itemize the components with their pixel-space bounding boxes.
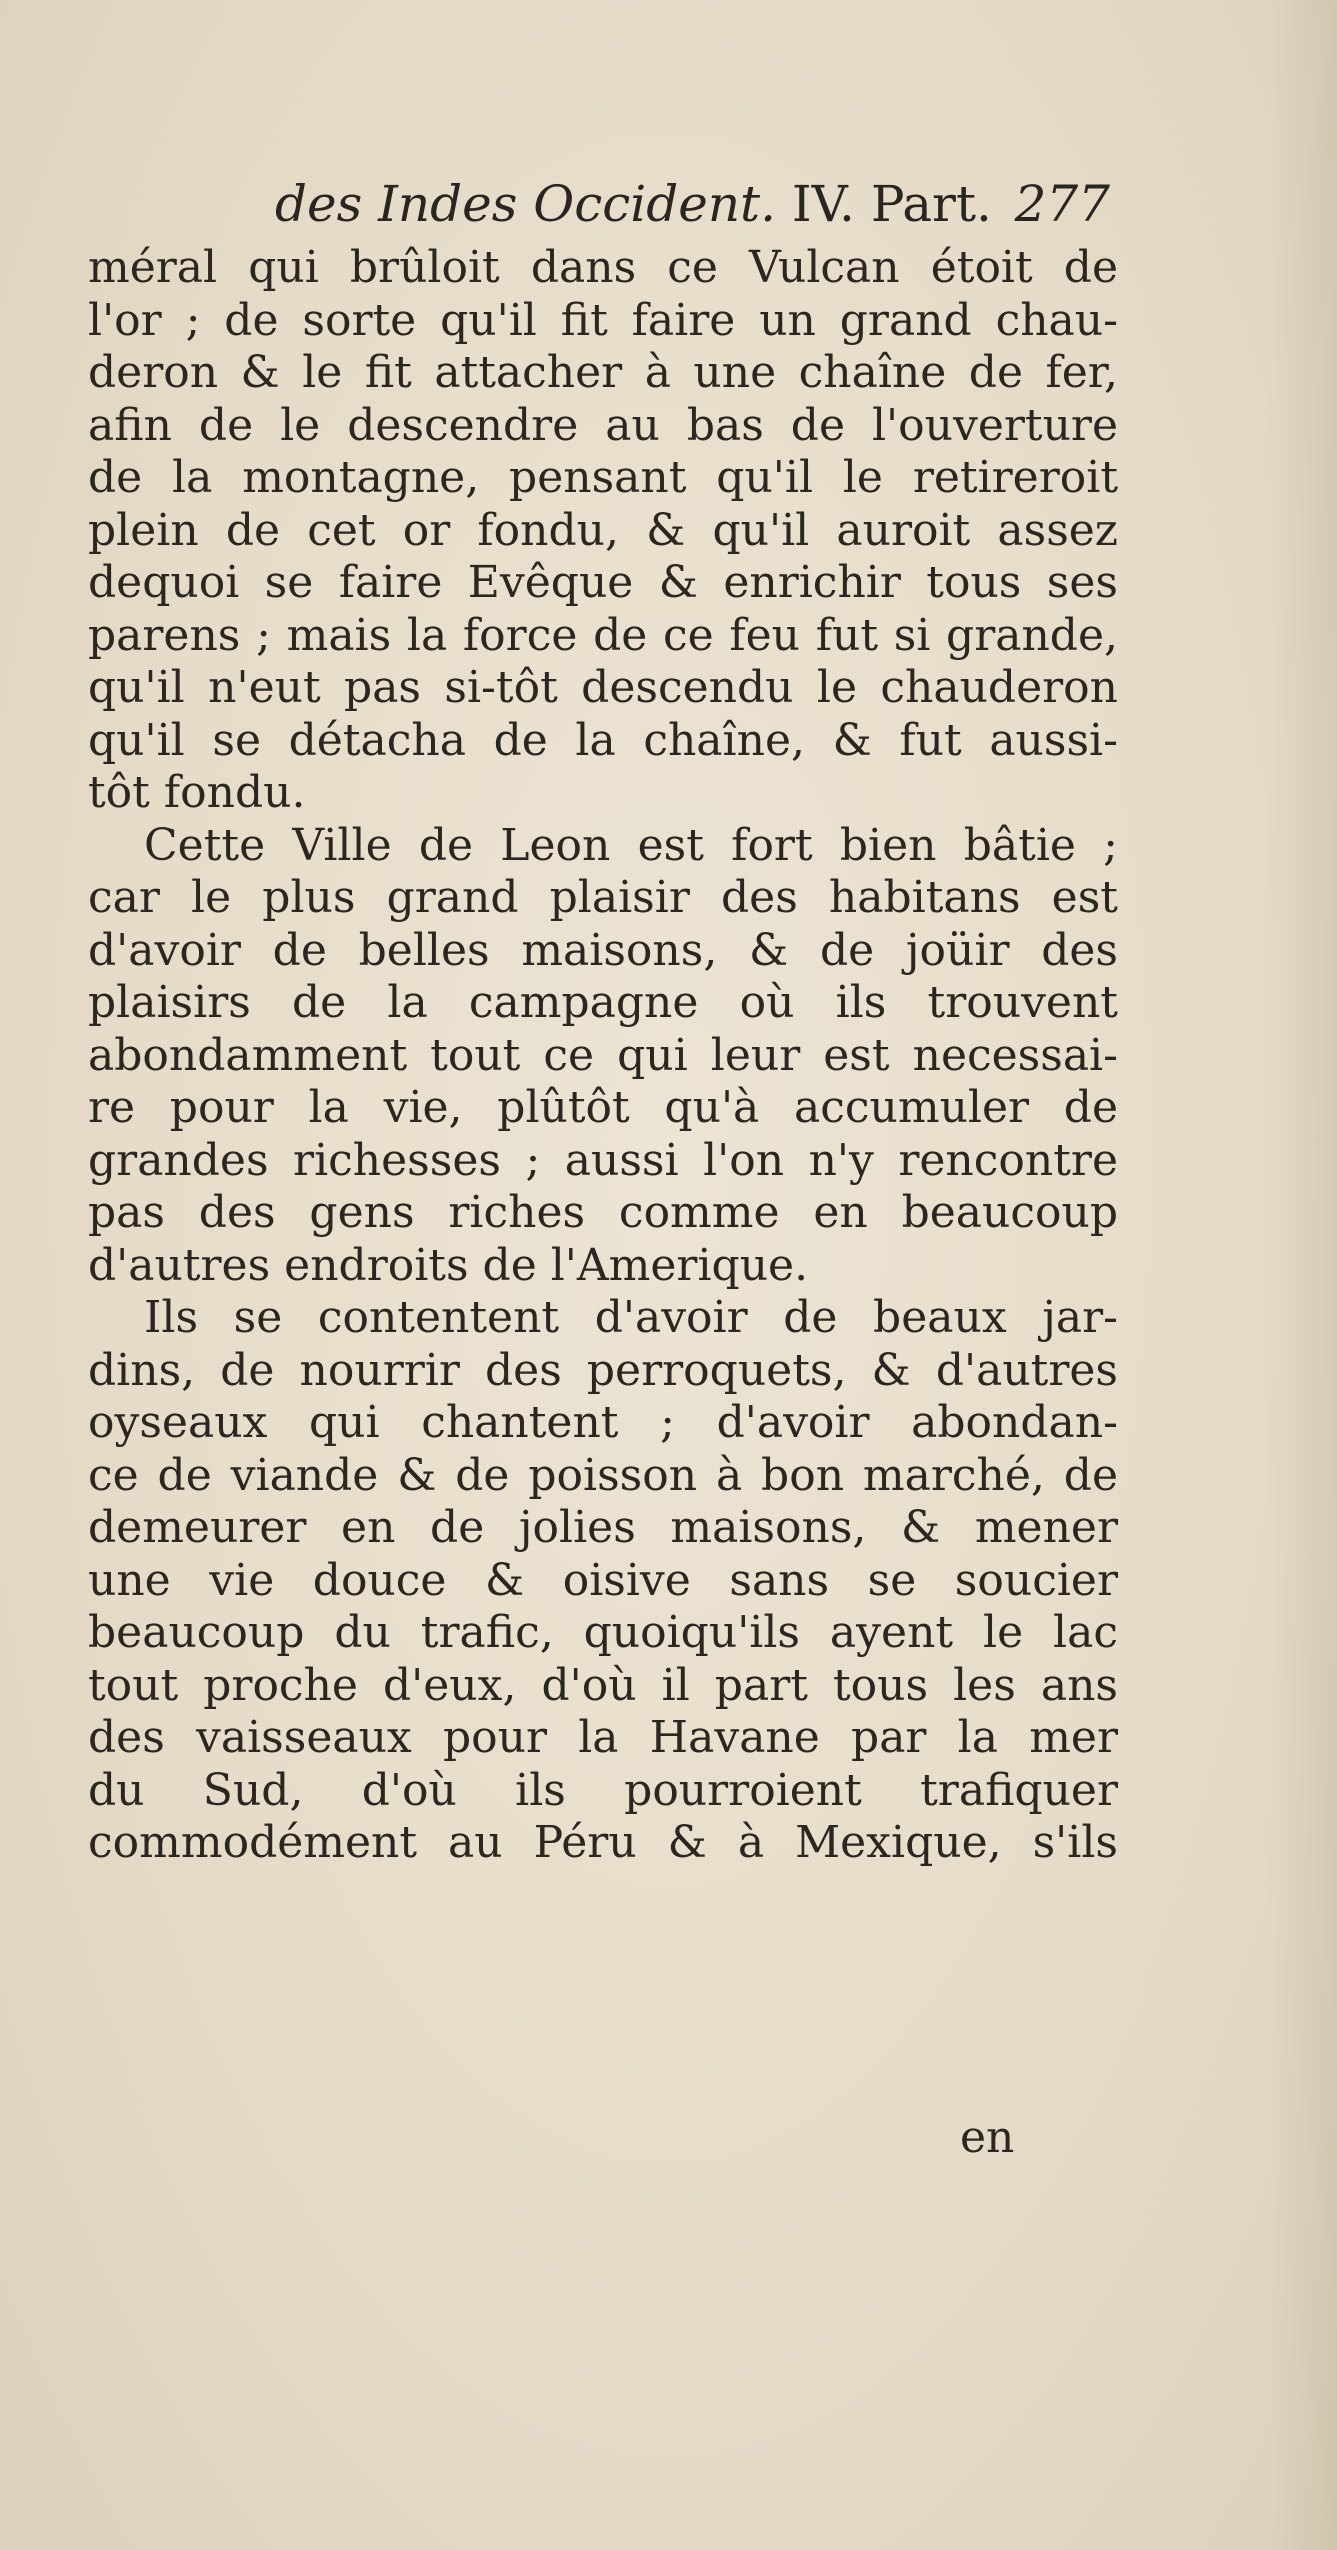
text-line: d'avoir de belles maisons, & de joüir des <box>88 924 1118 976</box>
text-line: afin de le descendre au bas de l'ouverture <box>88 399 1118 451</box>
text-line: de la montagne, pensant qu'il le retireroit <box>88 452 1118 503</box>
paragraph-start-line: Ils se contentent d'avoir de beaux jar- <box>144 1292 1118 1343</box>
text-line: méral qui brûloit dans ce Vulcan étoit de <box>88 242 1118 293</box>
page-edge-shadow <box>1267 0 1337 2550</box>
text-line: l'or ; de sorte qu'il fit faire un grand chau- <box>88 294 1118 346</box>
text-line: parens ; mais la force de ce feu fut si grande, <box>88 609 1118 661</box>
text-line: commodément au Péru & à Mexique, s'ils <box>88 1817 1118 1868</box>
body-text <box>88 242 1118 1870</box>
text-line: re pour la vie, plûtôt qu'à accumuler de <box>88 1082 1118 1133</box>
running-title-roman: IV. Part. <box>776 175 992 233</box>
text-line: beaucoup du trafic, quoiqu'ils ayent le lac <box>88 1607 1118 1658</box>
text-line: du Sud, d'où ils pourroient trafiquer <box>88 1764 1118 1816</box>
text-line: car le plus grand plaisir des habitans est <box>88 872 1118 923</box>
text-line: abondamment tout ce qui leur est necessai- <box>88 1029 1118 1081</box>
text-line: dequoi se faire Evêque & enrichir tous ses <box>88 557 1118 608</box>
running-title-italic: des Indes Occident. <box>275 175 777 233</box>
running-title <box>275 174 992 234</box>
text-line: d'autres endroits de l'Amerique. <box>88 1239 809 1291</box>
text-line: dins, de nourrir des perroquets, & d'autres <box>88 1344 1118 1396</box>
text-line: tôt fondu. <box>88 767 306 818</box>
text-line: ce de viande & de poisson à bon marché, de <box>88 1449 1118 1501</box>
page-number: 277 <box>1014 175 1110 233</box>
page-header <box>275 168 1110 240</box>
text-line: demeurer en de jolies maisons, & mener <box>88 1502 1118 1553</box>
text-line: tout proche d'eux, d'où il part tous les ans <box>88 1659 1118 1711</box>
text-line: oyseaux qui chantent ; d'avoir abondan- <box>88 1397 1118 1448</box>
text-line: plein de cet or fondu, & qu'il auroit assez <box>88 504 1118 556</box>
catchword: en <box>960 2112 1015 2163</box>
text-line: grandes richesses ; aussi l'on n'y rencontre <box>88 1134 1118 1186</box>
text-line: qu'il n'eut pas si-tôt descendu le chauderon <box>88 662 1118 713</box>
text-line: une vie douce & oisive sans se soucier <box>88 1554 1118 1606</box>
text-line: pas des gens riches comme en beaucoup <box>88 1187 1118 1238</box>
paragraph-start-line: Cette Ville de Leon est fort bien bâtie ; <box>144 819 1118 871</box>
text-line: qu'il se détacha de la chaîne, & fut aussi- <box>88 714 1118 766</box>
text-line: des vaisseaux pour la Havane par la mer <box>88 1712 1118 1763</box>
text-line: plaisirs de la campagne où ils trouvent <box>88 977 1118 1028</box>
text-line: deron & le fit attacher à une chaîne de fer, <box>88 347 1118 398</box>
